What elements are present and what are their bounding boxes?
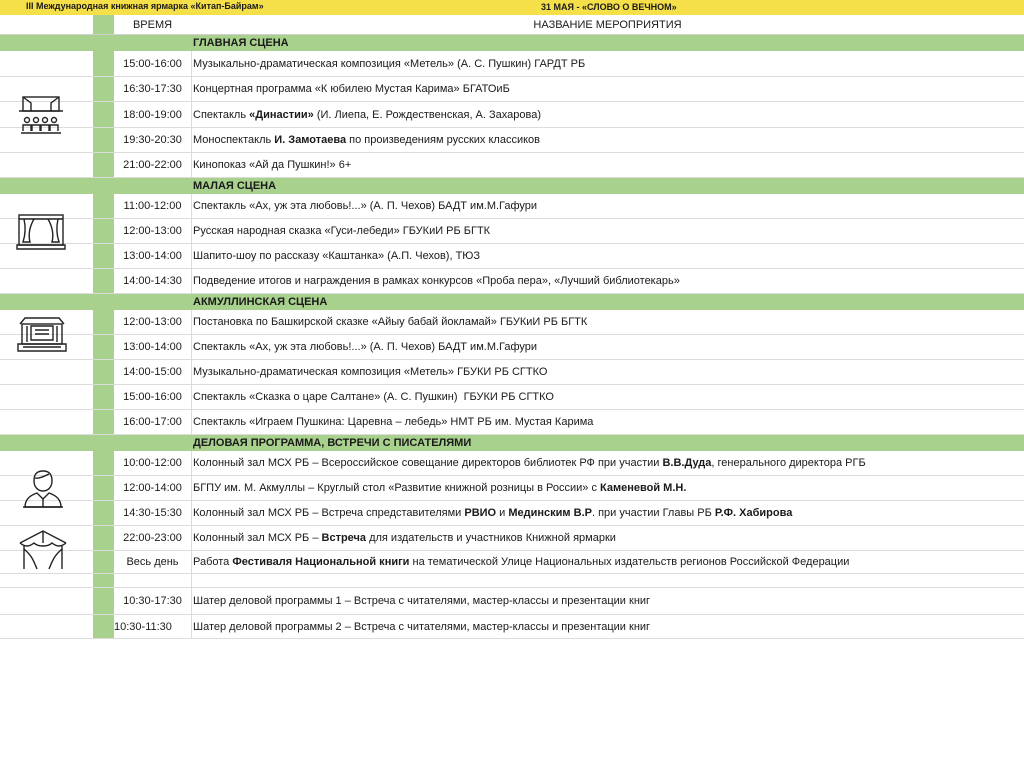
icon-cell [0,153,94,177]
section-header [0,435,1024,452]
event-name-part: (И. Лиепа, Е. Рождественская, А. Захарова) [313,108,541,121]
outdoor-stage-icon [17,316,67,359]
section-header [0,35,1024,52]
table-row [0,244,1024,269]
event-name-part: Работа [193,556,233,568]
event-time: 18:00-19:00 [114,102,192,127]
green-column-strip [93,410,114,434]
event-name-part: по произведениям русских классиков [346,134,541,146]
event-name-bold-part: РВИО [464,507,497,519]
table-row [0,385,1024,410]
table-header [0,15,1024,35]
green-column-strip [93,219,114,243]
icon-cell [0,385,94,409]
event-time: 12:00-14:00 [114,476,192,500]
event-name [191,310,1024,334]
green-column-strip [93,551,114,573]
section-title: АКМУЛЛИНСКАЯ СЦЕНА [193,296,328,308]
event-name [191,574,1024,587]
table-row [0,153,1024,178]
event-name [191,77,1024,101]
green-column-strip [93,244,114,268]
event-name-part: Кинопоказ «Ай да Пушкин!» 6+ [193,159,352,171]
event-name-part: Колонный зал МСХ РБ – [193,532,322,544]
event-time: Весь день [114,551,192,573]
event-time: 13:00-14:00 [114,244,192,268]
green-column-strip [93,385,114,409]
event-name [191,244,1024,268]
table-row [0,360,1024,385]
event-name-part: Спектакль «Ах, уж эта любовь!...» (А. П. Чехов) БАДТ им.М.Гафури [193,200,538,212]
green-column-strip [93,194,114,218]
event-name-bold-part: Каменевой М.Н. [600,482,687,494]
event-name [191,335,1024,359]
top-bar [0,0,1024,15]
event-name-part: Музыкально-драматическая композиция «Метель» ГБУКИ РБ СГТКО [193,366,548,378]
event-name-bold-part: Мединским В.Р [508,507,592,519]
event-name [191,153,1024,177]
table-row [0,310,1024,335]
table-row [0,551,1024,574]
header-event: НАЗВАНИЕ МЕРОПРИЯТИЯ [533,19,682,31]
table-row [0,501,1024,526]
section-title: ГЛАВНАЯ СЦЕНА [193,37,289,49]
table-row [0,102,1024,128]
event-name-part: , генерального директора РГБ [711,457,866,469]
event-name [191,102,1024,127]
event-name-part: Спектакль [193,108,250,121]
event-name-bold-part: И. Замотаева [274,134,347,146]
green-column-strip [93,128,114,152]
event-name [191,128,1024,152]
event-name-part: Шатер деловой программы 1 – Встреча с читателями, мастер-классы и презентации книг [193,595,651,607]
event-name-part: Спектакль «Сказка о царе Салтане» (А. С. Пушкин) ГБУКИ РБ СГТКО [193,391,554,403]
event-time: 10:00-12:00 [114,451,192,475]
event-name-part: Колонный зал МСХ РБ – Встреча спредставителями [193,507,465,519]
section-header [0,178,1024,195]
event-name-part: Концертная программа «К юбилею Мустая Карима» БГАТОиБ [193,83,510,95]
event-time: 16:00-17:00 [114,410,192,434]
green-column-strip [93,360,114,384]
table-row [0,128,1024,153]
event-name [191,476,1024,500]
event-time: 22:00-23:00 [114,526,192,550]
event-time [114,574,192,587]
green-column-strip [93,588,114,614]
green-column-strip [93,153,114,177]
event-name [191,194,1024,218]
green-column-strip [93,501,114,525]
header-time: ВРЕМЯ [132,19,173,31]
icon-cell [0,588,94,614]
event-name-bold-part: В.В.Дуда [662,457,712,469]
event-name [191,219,1024,243]
event-name [191,588,1024,614]
table-row [0,476,1024,501]
theatre-audience-icon [18,93,64,142]
event-time: 10:30-17:30 [114,588,192,614]
icon-cell [0,269,94,293]
green-column-strip [93,269,114,293]
event-name-part: Шапито-шоу по рассказу «Каштанка» (А.П. Чехов), ТЮЗ [193,250,481,262]
speaker-person-icon [21,469,65,514]
event-name-part: для издательств и участников Книжной ярмарки [366,532,616,544]
table-row [0,335,1024,360]
event-time: 14:00-14:30 [114,269,192,293]
event-time: 19:30-20:30 [114,128,192,152]
tent-pavilion-icon [17,529,69,576]
table-row [0,219,1024,244]
green-column-strip [93,574,114,587]
event-name-bold-part: Р.Ф. Хабирова [714,507,793,519]
event-name [191,360,1024,384]
event-name-part: Постановка по Башкирской сказке «Айыу бабай йокламай» ГБУКиИ РБ БГТК [193,316,588,328]
event-name-part: БГПУ им. М. Акмуллы – Круглый стол «Развитие книжной розницы в России» с [193,482,601,494]
event-time: 14:00-15:00 [114,360,192,384]
event-name-part: . при участии Главы РБ [591,507,715,519]
section-header [0,294,1024,311]
event-time: 21:00-22:00 [114,153,192,177]
event-name [191,615,1024,638]
icon-cell [0,51,94,76]
event-time: 13:00-14:00 [114,335,192,359]
table-row [0,51,1024,77]
event-name-part: Спектакль «Ах, уж эта любовь!...» (А. П. Чехов) БАДТ им.М.Гафури [193,341,538,353]
event-time: 12:00-13:00 [114,310,192,334]
event-name [191,51,1024,76]
green-column-strip [93,451,114,475]
fair-title: III Международная книжная ярмарка «Китап-Байрам» [26,1,264,11]
event-name-part: Моноспектакль [193,134,275,146]
green-column-strip [93,15,114,34]
event-name [191,269,1024,293]
stage-curtain-icon [16,212,66,257]
event-name-part: Спектакль «Играем Пушкина: Царевна – лебедь» НМТ РБ им. Мустая Карима [193,416,594,428]
event-name-part: Музыкально-драматическая композиция «Метель» (А. С. Пушкин) ГАРДТ РБ [193,57,586,70]
event-name [191,551,1024,573]
event-name-part: Русская народная сказка «Гуси-лебеди» ГБУКиИ РБ БГТК [193,225,491,237]
table-row [0,410,1024,435]
green-column-strip [93,476,114,500]
event-time: 10:30-11:30 [114,615,192,638]
event-time: 16:30-17:30 [114,77,192,101]
icon-cell [0,410,94,434]
table-row [0,588,1024,615]
event-time: 15:00-16:00 [114,51,192,76]
day-title: 31 МАЯ - «СЛОВО О ВЕЧНОМ» [541,2,677,12]
table-row [0,526,1024,551]
green-column-strip [93,102,114,127]
table-row [0,615,1024,639]
section-title: ДЕЛОВАЯ ПРОГРАММА, ВСТРЕЧИ С ПИСАТЕЛЯМИ [193,437,472,449]
table-row [0,77,1024,102]
event-name [191,410,1024,434]
event-name [191,501,1024,525]
event-time: 12:00-13:00 [114,219,192,243]
event-time: 11:00-12:00 [114,194,192,218]
table-row [0,194,1024,219]
event-time: 14:30-15:30 [114,501,192,525]
green-column-strip [93,51,114,76]
green-column-strip [93,335,114,359]
section-title: МАЛАЯ СЦЕНА [193,180,277,192]
green-column-strip [93,77,114,101]
green-column-strip [93,526,114,550]
event-time: 15:00-16:00 [114,385,192,409]
green-column-strip [93,615,114,638]
table-row [0,269,1024,294]
event-name [191,385,1024,409]
event-name-part: на тематической Улице Национальных издательств регионов Российской Федерации [409,556,850,568]
event-name-bold-part: Встреча [321,532,367,544]
icon-cell [0,360,94,384]
event-name-part: и [496,507,509,519]
event-name [191,451,1024,475]
event-name-part: Шатер деловой программы 2 – Встреча с читателями, мастер-классы и презентации книг [193,620,651,633]
event-name-bold-part: Фестиваля Национальной книги [232,556,410,568]
icon-cell [0,615,94,638]
table-row [0,574,1024,588]
table-row [0,451,1024,476]
event-name [191,526,1024,550]
event-name-part: Колонный зал МСХ РБ – Всероссийское совещание директоров библиотек РФ при участии [193,457,663,469]
event-name-bold-part: «Династии» [249,108,314,121]
green-column-strip [93,310,114,334]
event-name-part: Подведение итогов и награждения в рамках конкурсов «Проба пера», «Лучший библиотекарь» [193,275,680,287]
